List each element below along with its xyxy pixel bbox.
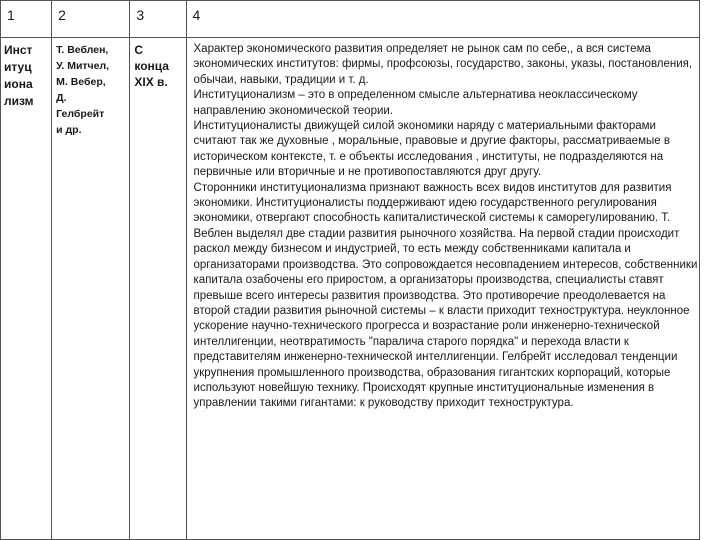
- description-paragraph: Институционалисты движущей силой экономики наряду с материальными факторами считают так же духовные , моральные, правовые и другие факторы, рассматриваемые в историческом контексте, т. е объекты исследования , институты, не подразделяются на первичные или вторичные и не противопоставляются друг другу.: [193, 120, 670, 179]
- period-line: С: [134, 43, 144, 57]
- header-cell-2: [52, 1, 130, 38]
- period-line: XIX в.: [134, 75, 168, 89]
- author-line: У. Митчел,: [56, 60, 110, 72]
- header-label: 2: [58, 7, 66, 23]
- header-cell-1: [1, 1, 52, 38]
- description-paragraph: Характер экономического развития определяет не рынок сам по себе,, а вся система экономических институтов: фирмы, профсоюзы, государство, законы, указы, постановления, обычаи, навыки, традиции и т. д.: [193, 43, 693, 86]
- period-cell: [130, 38, 186, 540]
- school-name-line: лизм: [4, 94, 34, 108]
- author-line: Гелбрейт: [56, 108, 105, 120]
- authors-cell: [52, 38, 130, 540]
- author-line: Д.: [56, 92, 67, 104]
- author-line: Т. Веблен,: [56, 44, 109, 56]
- period-line: конца: [134, 59, 169, 73]
- table-row: [1, 38, 700, 540]
- school-name-line: итуц: [4, 60, 32, 74]
- header-cell-4: [186, 1, 699, 38]
- header-cell-3: [130, 1, 186, 38]
- school-cell: [1, 38, 52, 540]
- period-text: [130, 38, 185, 90]
- header-row: [1, 1, 700, 38]
- header-label: 4: [192, 7, 201, 23]
- author-line: М. Вебер,: [56, 76, 106, 88]
- header-label: 3: [136, 7, 145, 23]
- authors-list: [52, 38, 129, 138]
- school-name-line: Инст: [4, 43, 33, 57]
- author-line: и др.: [56, 124, 82, 136]
- description-text: [187, 38, 699, 412]
- school-name: [1, 38, 51, 110]
- school-name-line: иона: [4, 77, 33, 91]
- description-cell: [186, 38, 699, 540]
- description-paragraph: Сторонники институционализма признают важность всех видов институтов для развития экономики. Институционалисты поддерживают идею государственного регулирования экономики, отвергают способность капиталистической системы к саморегулированию. Т. Веблен выделял две стадии развития рыночного хозяйства. На первой стадии происходит раскол между бизнесом и индустрией, то есть между собственниками капитала и организаторами производства. Это сопровождается несовпадением интересов, собственники капитала озабочены его приростом, а организаторы производства, специалисты ставят превыше всего интересы развития производства. Это противоречие преодолевается на второй стадии развития рыночной системы – к власти приходит техноструктура. неуклонное ускорение научно-технического прогресса и возрастание роли инженерно-технической интеллигенции, неотвратимость "паралича старого порядка" и перехода власти к представителям инженерно-технической интеллигенции. Гелбрейт исследовал тенденции укрупнения промышленного производства, образования гигантских корпораций, которые используют новейшую технику. Происходят крупные институциональные изменения в управлении такими гигантами: к руководству приходит техноструктура.: [193, 181, 698, 410]
- description-paragraph: Институционализм – это в определенном смысле альтернатива неоклассическому направлению экономической теории.: [193, 89, 638, 117]
- header-label: 1: [7, 7, 15, 23]
